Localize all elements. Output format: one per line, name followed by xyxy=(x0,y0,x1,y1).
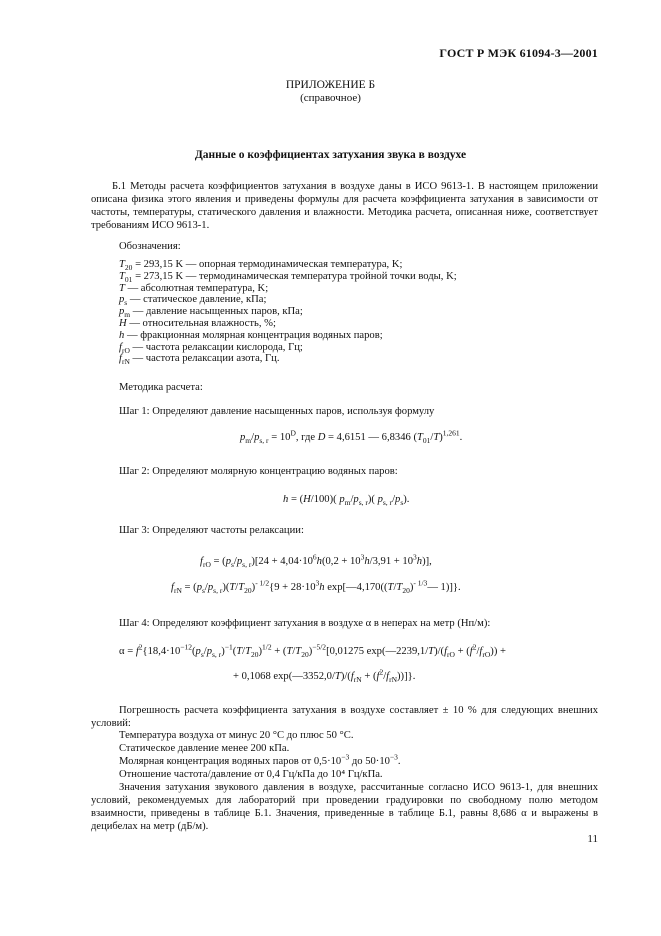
definition-item: $f_{rO}$ — частота релаксации кислорода, Гц; xyxy=(119,341,303,355)
definition-text: — статическое давление, кПа; xyxy=(129,294,267,306)
step-4: Шаг 4: Определяют коэффициент затухания в воздухе α в неперах на метр (Нп/м): xyxy=(119,618,491,629)
condition-item: Молярная концентрация водяных паров от $0,5\cdot 10^{-3}$ до $50\cdot 10^{-3}$. xyxy=(119,752,401,767)
formula-molar-concentration: h = (H/100)( $p_m/p_{s, r}$)( $p_{s, r}/p_s$). xyxy=(283,494,410,508)
section-title: Данные о коэффициентах затухания звука в воздухе xyxy=(194,149,467,161)
definition-text: = 273,15 K — термодинамическая температура тройной точки воды, K; xyxy=(135,270,457,282)
final-paragraph: Значения затухания звукового давления в воздухе, рассчитанные согласно ИСО 9613-1, для внешних условий, рекомендуемых для лабораторий при проведении градуировки по свободному полю методом взаимности, приведены в таблице Б.1. Значения, приведенные в таблице Б.1, равны 8,686 α и выражены в децибелах на метр (дБ/м). xyxy=(91,782,598,832)
appendix-subtitle: (справочное) xyxy=(300,92,361,104)
condition-item: Отношение частота/давление от 0,4 Гц/кПа до 10⁴ Гц/кПа. xyxy=(119,769,383,780)
definition-item: $T_{20} = 293,15$ K — опорная термодинамическая температура, K; xyxy=(119,259,403,273)
definitions-list xyxy=(119,259,589,365)
step-3: Шаг 3: Определяют частоты релаксации: xyxy=(119,525,304,536)
definition-item: T — абсолютная температура, K; xyxy=(119,282,269,294)
condition-item: Статическое давление менее 200 кПа. xyxy=(119,743,290,754)
formula-oxygen-relaxation: $f_{rO} = (p_s/p_{s, r})[24 + 4,04\cdot 10^6h(0,2 + 10^3h/3,91 + 10^3h)]$, xyxy=(200,552,432,570)
definition-item: $f_{rN}$ — частота релаксации азота, Гц. xyxy=(119,353,280,367)
formula-saturation-pressure: $p_m/p_{s, r} = 10^D$, где D = 4,6151 — 6,8346 $(T_{01}/T)^{1,261}$. xyxy=(240,428,463,446)
definition-text: — частота релаксации азота, Гц. xyxy=(132,353,280,365)
definition-text: — фракционная молярная концентрация водяных паров; xyxy=(126,329,383,341)
definition-text: — относительная влажность, %; xyxy=(129,317,276,329)
definition-item: $p_m$ — давление насыщенных паров, кПа; xyxy=(119,306,303,320)
definition-item: h — фракционная молярная концентрация водяных паров; xyxy=(119,329,383,341)
step-1: Шаг 1: Определяют давление насыщенных паров, используя формулу xyxy=(119,406,435,417)
definition-item: $T_{01} = 273,15$ K — термодинамическая температура тройной точки воды, K; xyxy=(119,270,457,284)
formula-attenuation-line-1: $\alpha = f^2\{18,4\cdot 10^{-12}(p_s/p_{s, r})^{-1}(T/T_{20})^{1/2} + (T/T_{20})^{-5/2}[0,01275$ $\exp(—2239,1/T)/(f_{rO} + (f^2/f_{rO}))$ + xyxy=(119,642,506,660)
page-number: 11 xyxy=(587,833,598,845)
appendix-title: ПРИЛОЖЕНИЕ Б xyxy=(285,79,376,91)
intro-paragraph: Б.1 Методы расчета коэффициентов затухания в воздухе даны в ИСО 9613-1. В настоящем приложении описана физика этого явления и приведены формулы для расчета коэффициента затухания в зависимости от частоты, температуры, статического давления и влажности. Методика расчета, описанная ниже, соответствует требованиям ИСО 9613-1. xyxy=(91,181,598,231)
method-label: Методика расчета: xyxy=(119,382,203,393)
formula-nitrogen-relaxation: $f_{rN} = (p_s/p_{s, r})(T/T_{20})^{- 1/2}\{9 + 28\cdot 10^3h$ $\exp[—4,170((T/T_{20})^{- 1/3}—$ 1)]}. xyxy=(171,578,461,596)
step-2: Шаг 2: Определяют молярную концентрацию водяных паров: xyxy=(119,466,398,477)
definition-item: H — относительная влажность, %; xyxy=(119,317,276,329)
formula-attenuation-line-2: + 0,1068 $\exp(—3352,0/T)/(f_{rN} + (f^2/f_{rN}))$]}. xyxy=(233,667,416,685)
condition-item: Температура воздуха от минус 20 °C до плюс 50 °C. xyxy=(119,730,354,741)
definition-text: — частота релаксации кислорода, Гц; xyxy=(132,341,303,353)
error-paragraph: Погрешность расчета коэффициента затухания в воздухе составляет ± 10 % для следующих внешних условий: xyxy=(91,705,598,729)
notation-label: Обозначения: xyxy=(119,241,181,252)
definition-text: — давление насыщенных паров, кПа; xyxy=(132,306,303,318)
definition-text: = 293,15 K — опорная термодинамическая температура, K; xyxy=(135,259,403,270)
definition-item: $p_s$ — статическое давление, кПа; xyxy=(119,294,267,308)
document-id-header: ГОСТ Р МЭК 61094-3—2001 xyxy=(439,46,598,60)
definition-text: — абсолютная температура, K; xyxy=(127,282,269,294)
